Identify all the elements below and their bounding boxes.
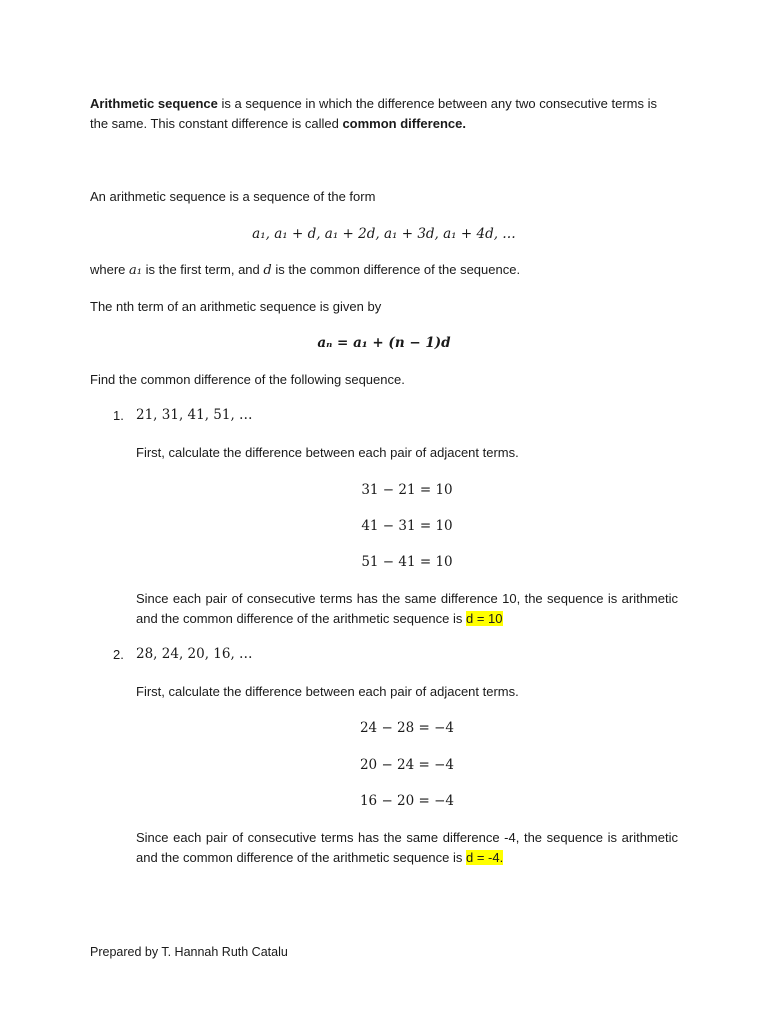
form-expression <box>90 224 678 244</box>
task-text: Find the common difference of the following sequence. <box>90 372 405 387</box>
form-intro: An arithmetic sequence is a sequence of the form <box>90 189 376 204</box>
where-suffix: is the common difference of the sequence. <box>271 262 521 277</box>
problem-2-difference-1: 24 − 28 = −4 <box>359 720 455 736</box>
problem-2-difference-2: 20 − 24 = −4 <box>359 757 455 773</box>
common-difference-term: common difference. <box>342 115 466 131</box>
problem-1-conclusion <box>136 589 678 628</box>
problem-1-conclusion-text: Since each pair of consecutive terms has the same difference 10, the sequence is arithmetic and the common difference of the arithmetic sequence is <box>136 591 678 626</box>
problem-1-answer: d = 10 <box>466 610 503 626</box>
problem-2-sequence: 28, 24, 20, 16, … <box>136 646 253 662</box>
problem-1-sequence: 21, 31, 41, 51, … <box>136 407 253 423</box>
nth-formula-text: aₙ = a₁ + (n − 1)d <box>317 335 451 351</box>
problem-2-answer: d = -4. <box>466 849 504 865</box>
problem-2-step: First, calculate the difference between each pair of adjacent terms. <box>136 684 519 699</box>
problem-1-difference-1: 31 − 21 = 10 <box>361 482 453 498</box>
problem-1-step: First, calculate the difference between each pair of adjacent terms. <box>136 445 519 460</box>
where-d: d <box>263 263 272 278</box>
definition-term: Arithmetic sequence <box>90 96 218 111</box>
problem-2-conclusion-text: Since each pair of consecutive terms has the same difference -4, the sequence is arithmetic and the common difference of the arithmetic sequence is <box>136 830 678 865</box>
problem-2-number: 2. <box>113 647 124 662</box>
form-expression-text: a₁, a₁ + d, a₁ + 2d, a₁ + 3d, a₁ + 4d, … <box>252 226 516 242</box>
problem-1-difference-3: 51 − 41 = 10 <box>361 554 453 570</box>
where-middle: is the first term, and <box>142 262 264 277</box>
footer-credit: Prepared by T. Hannah Ruth Catalu <box>90 945 288 959</box>
definition-paragraph <box>90 94 678 133</box>
problem-1-number: 1. <box>113 408 124 423</box>
definition-text: is a sequence in which the difference between any two consecutive terms is the same. This constant difference is called <box>90 96 657 131</box>
where-line <box>90 260 678 281</box>
where-a1: a₁ <box>129 263 142 278</box>
nth-formula <box>90 333 678 353</box>
where-prefix: where <box>90 262 130 277</box>
problem-2-conclusion <box>136 828 678 867</box>
problem-1-difference-2: 41 − 31 = 10 <box>361 518 453 534</box>
nth-intro: The nth term of an arithmetic sequence is given by <box>90 299 382 314</box>
problem-2-difference-3: 16 − 20 = −4 <box>359 793 455 809</box>
